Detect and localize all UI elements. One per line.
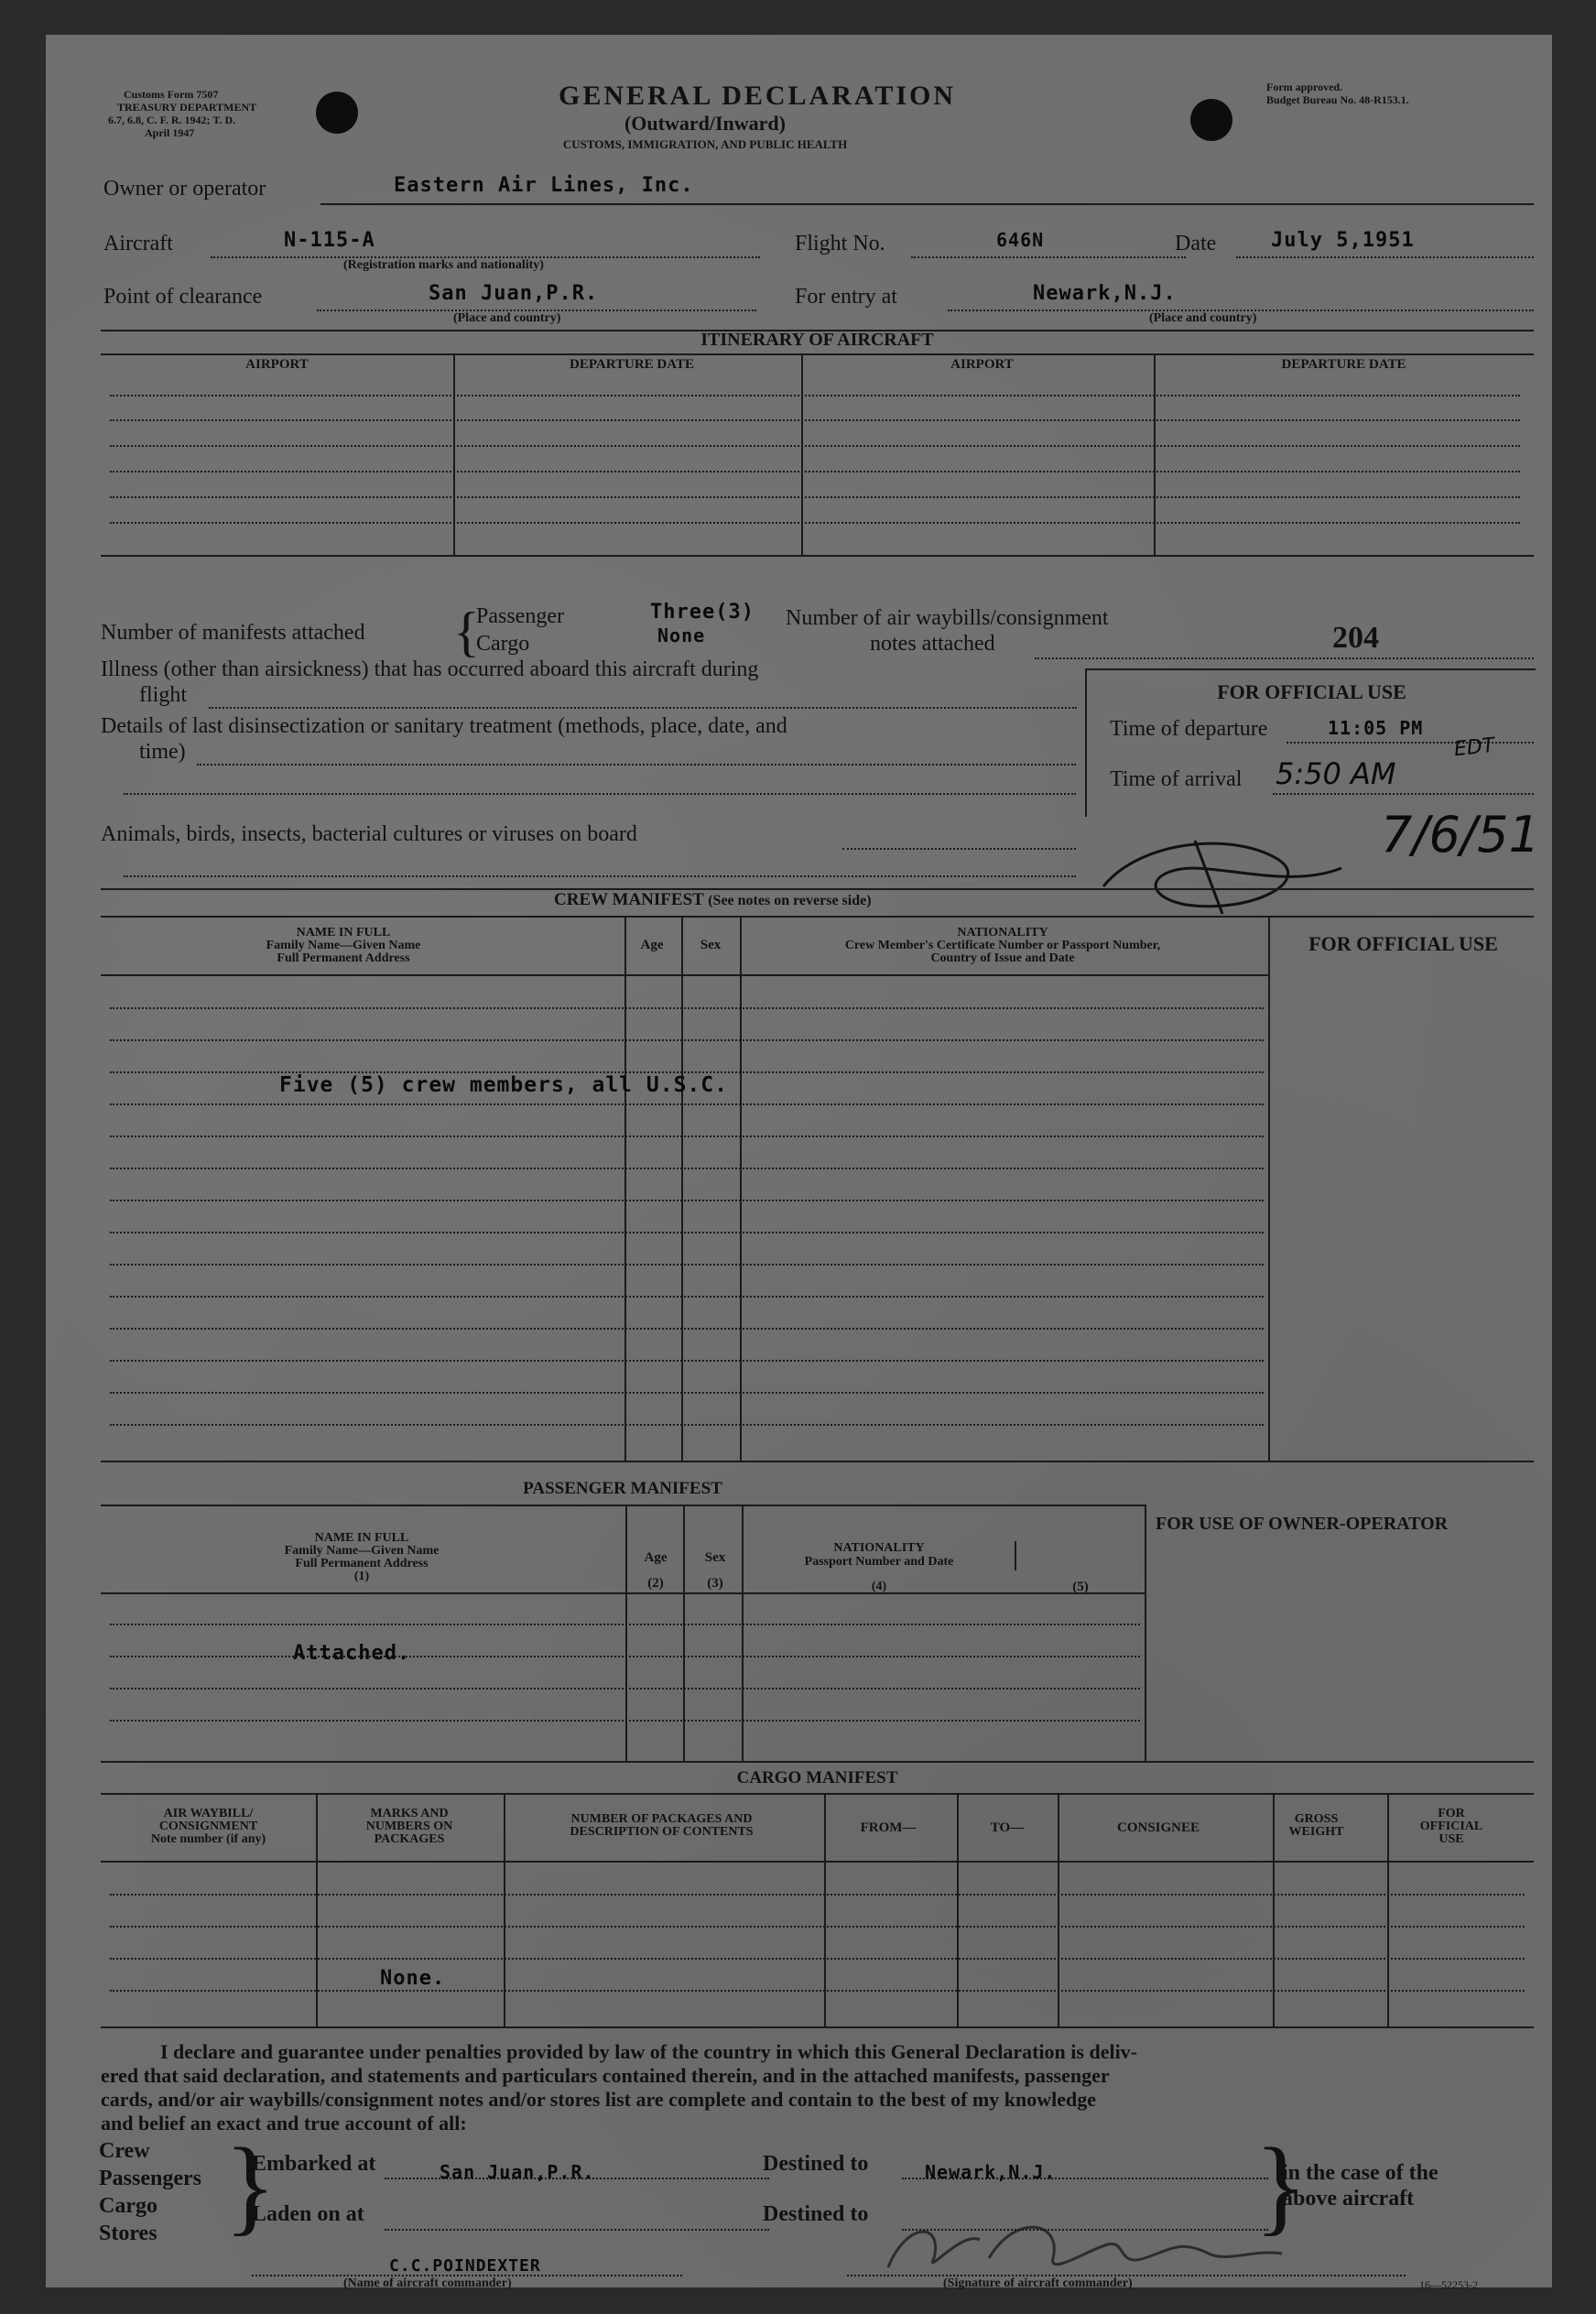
cargo-col-consignee: CONSIGNEE	[1116, 1820, 1200, 1835]
itinerary-table	[101, 353, 1534, 555]
passenger-manifest-label: Passenger	[476, 604, 564, 628]
clearance-note: (Place and country)	[453, 311, 561, 325]
itinerary-col-departure-2: DEPARTURE DATE	[1281, 357, 1406, 372]
crew-col-name-2: Family Name—Given Name	[266, 939, 421, 952]
destined-value: Newark,N.J.	[925, 2161, 1057, 2183]
declaration-line-1: I declare and guarantee under penalties provided by law of the country in which this General Declaration is deliv-	[160, 2040, 1138, 2063]
cargo-col-marks-1: MARKS AND	[370, 1807, 449, 1820]
declaration-list	[99, 2137, 201, 2247]
passenger-col-nat-1: NATIONALITY	[833, 1541, 925, 1555]
flight-line	[911, 256, 1186, 258]
cargo-col-weight	[1259, 1813, 1373, 1839]
cargo-row-1	[110, 1894, 1525, 1896]
cargo-manifest-value: None	[657, 625, 706, 646]
passenger-divider-3	[742, 1505, 744, 1761]
crew-divider-1	[624, 916, 626, 1461]
embarked-value: San Juan,P.R.	[440, 2161, 595, 2183]
passenger-divider-2	[683, 1505, 685, 1761]
declaration-list-cargo: Cargo	[99, 2194, 157, 2218]
crew-divider-2	[681, 916, 683, 1461]
declaration-left-brace: }	[224, 2125, 277, 2245]
passenger-col-owner: FOR USE OF OWNER-OPERATOR	[1156, 1514, 1449, 1534]
signature-label: (Signature of aircraft commander)	[943, 2276, 1133, 2290]
disinsect-label-2: time)	[139, 740, 186, 764]
departure-time-value: 11:05 PM	[1328, 717, 1424, 739]
crew-row-11	[110, 1328, 1264, 1330]
crew-title-text: CREW MANIFEST	[554, 890, 704, 909]
laden-label: Laden on at	[252, 2202, 364, 2226]
cargo-col-to: TO—	[990, 1820, 1025, 1835]
waybills-value: 204	[1332, 621, 1379, 655]
cargo-row-4	[110, 1990, 1525, 1992]
itinerary-title: ITINERARY OF AIRCRAFT	[700, 330, 934, 350]
budget-bureau: Budget Bureau No. 48-R153.1.	[1266, 93, 1409, 106]
owner-value: Eastern Air Lines, Inc.	[394, 174, 694, 197]
disinsect-label-1: Details of last disinsectization or sanitary treatment (methods, place, date, and	[101, 714, 787, 738]
itinerary-divider-1	[453, 353, 455, 555]
itinerary-col-airport-2: AIRPORT	[950, 357, 1014, 372]
crew-row-10	[110, 1296, 1264, 1298]
waybills-label-1: Number of air waybills/consignment	[786, 606, 1109, 630]
declaration-text	[101, 2040, 1538, 2135]
passenger-divider-5	[1145, 1505, 1146, 1761]
stamp-date: 7/6/51	[1381, 806, 1540, 864]
arrival-time-label: Time of arrival	[1110, 767, 1243, 791]
declaration-line-3: cards, and/or air waybills/consignment notes and/or stores list are complete and contain to the best of my knowledge	[101, 2088, 1096, 2111]
passenger-row-2	[110, 1656, 1140, 1657]
passenger-divider-4	[1015, 1541, 1016, 1570]
cargo-manifest-table	[101, 1793, 1534, 2026]
cargo-col-official-1: FOR	[1438, 1807, 1465, 1820]
itinerary-row-5	[110, 496, 1520, 498]
animals-label: Animals, birds, insects, bacterial cultures or viruses on board	[101, 822, 637, 846]
form-department: TREASURY DEPARTMENT	[117, 101, 257, 114]
form-subtitle-2: CUSTOMS, IMMIGRATION, AND PUBLIC HEALTH	[562, 137, 848, 151]
declaration-list-passengers: Passengers	[99, 2167, 201, 2190]
waybills-line	[1035, 657, 1534, 659]
crew-col-nat-3: Country of Issue and Date	[930, 951, 1075, 965]
flight-label: Flight No.	[795, 232, 885, 255]
cargo-col-weight-2: WEIGHT	[1288, 1825, 1344, 1839]
crew-row-6	[110, 1168, 1264, 1169]
cargo-col-marks-3: PACKAGES	[374, 1832, 445, 1846]
cargo-col-official	[1378, 1808, 1525, 1846]
passenger-entry: Attached.	[293, 1642, 411, 1665]
official-initials-scribble	[1085, 804, 1360, 932]
entry-label: For entry at	[795, 285, 897, 309]
cargo-col-packages	[504, 1813, 820, 1839]
manifests-label: Number of manifests attached	[101, 621, 365, 645]
crew-bottom-rule	[101, 1461, 1534, 1462]
aircraft-note: (Registration marks and nationality)	[343, 258, 544, 272]
crew-col-nationality	[742, 927, 1264, 965]
cargo-col-waybill-1: AIR WAYBILL/	[163, 1807, 254, 1820]
itinerary-bottom-rule	[101, 555, 1534, 557]
form-date: April 1947	[145, 126, 195, 139]
cargo-header-rule	[101, 1861, 1534, 1863]
arrival-time-line	[1273, 793, 1534, 795]
declaration-list-crew: Crew	[99, 2139, 150, 2163]
form-cfr: 6.7, 6.8, C. F. R. 1942; T. D.	[108, 114, 236, 126]
crew-col-name	[101, 927, 586, 965]
crew-row-2	[110, 1039, 1264, 1041]
passenger-header-rule	[101, 1592, 1145, 1594]
cargo-col-from: FROM—	[860, 1820, 917, 1835]
cargo-entry: None.	[380, 1967, 446, 1990]
crew-col-age: Age	[640, 938, 664, 952]
destined-2-label: Destined to	[763, 2202, 869, 2226]
passenger-col-name	[101, 1532, 623, 1583]
cargo-col-official-2: OFFICIAL	[1419, 1820, 1483, 1833]
passenger-col-age-label: Age	[644, 1550, 668, 1565]
punch-hole-right	[1190, 99, 1232, 141]
disinsect-line-2	[124, 793, 1076, 795]
crew-row-12	[110, 1360, 1264, 1362]
cargo-col-packages-1: NUMBER OF PACKAGES AND	[570, 1812, 753, 1826]
laden-line	[385, 2229, 769, 2231]
departure-time-line	[1287, 742, 1534, 744]
passenger-col-name-3: Full Permanent Address	[295, 1557, 429, 1570]
passenger-title: PASSENGER MANIFEST	[523, 1479, 722, 1498]
declaration-line-2: ered that said declaration, and statements and particulars contained therein, and in the attached manifests, passenger	[101, 2064, 1110, 2087]
cargo-row-2	[110, 1926, 1525, 1928]
aircraft-value: N-115-A	[284, 229, 375, 252]
passenger-manifest-table	[101, 1505, 1534, 1761]
case-label-2: above aircraft	[1282, 2187, 1415, 2211]
crew-title-note: (See notes on reverse side)	[708, 893, 872, 908]
passenger-col-age	[627, 1545, 684, 1596]
crew-row-9	[110, 1264, 1264, 1266]
destined-label: Destined to	[763, 2152, 869, 2176]
itinerary-row-4	[110, 471, 1520, 473]
illness-label-1: Illness (other than airsickness) that has occurred aboard this aircraft during	[101, 657, 759, 681]
itinerary-row-2	[110, 419, 1520, 421]
animals-line-2	[124, 875, 1076, 877]
declaration-line-4: and belief an exact and true account of all:	[101, 2112, 467, 2135]
passenger-col-sex-label: Sex	[704, 1550, 726, 1565]
form-approved: Form approved.	[1266, 81, 1343, 93]
crew-row-7	[110, 1200, 1264, 1201]
passenger-col-sex-no: (3)	[707, 1576, 723, 1591]
crew-col-name-3: Full Permanent Address	[277, 951, 410, 965]
passenger-col-sex	[687, 1545, 744, 1596]
crew-col-sex: Sex	[700, 938, 722, 952]
manifests-brace: {	[453, 602, 480, 662]
entry-note: (Place and country)	[1149, 311, 1257, 325]
flight-value: 646N	[996, 229, 1045, 251]
itinerary-row-3	[110, 445, 1520, 447]
crew-row-1	[110, 1007, 1264, 1009]
crew-header-rule	[101, 974, 1268, 976]
passenger-col-nat-2: Passport Number and Date	[804, 1555, 954, 1569]
cargo-col-marks	[318, 1808, 501, 1846]
passenger-col-age-no: (2)	[647, 1576, 664, 1591]
animals-line-1	[842, 848, 1076, 850]
aircraft-label: Aircraft	[103, 232, 173, 255]
crew-manifest-table	[101, 916, 1534, 1461]
arrival-time-zone: EDT	[1452, 733, 1496, 762]
form-number: Customs Form 7507	[124, 88, 219, 101]
form-subtitle: (Outward/Inward)	[624, 112, 786, 135]
commander-name-label: (Name of aircraft commander)	[343, 2276, 512, 2290]
itinerary-col-departure-1: DEPARTURE DATE	[569, 357, 694, 372]
official-use-title: FOR OFFICIAL USE	[1217, 680, 1406, 703]
cargo-manifest-label: Cargo	[476, 632, 530, 656]
cargo-col-waybill-3: Note number (if any)	[150, 1832, 266, 1846]
arrival-time-value: 5:50 AM	[1276, 756, 1396, 791]
crew-row-13	[110, 1392, 1264, 1394]
form-title: GENERAL DECLARATION	[559, 81, 957, 111]
itinerary-divider-3	[1154, 353, 1156, 555]
passenger-manifest-value: Three(3)	[650, 601, 755, 624]
case-label-1: in the case of the	[1282, 2161, 1439, 2185]
passenger-col-5: (5)	[1072, 1580, 1089, 1594]
commander-signature	[879, 2203, 1300, 2286]
crew-row-5	[110, 1135, 1264, 1137]
passenger-col-nationality	[746, 1541, 1012, 1593]
date-value: July 5,1951	[1271, 229, 1415, 252]
crew-divider-3	[740, 916, 742, 1461]
crew-row-4	[110, 1103, 1264, 1105]
cargo-col-waybill-2: CONSIGNMENT	[158, 1820, 258, 1833]
itinerary-col-airport-1: AIRPORT	[245, 357, 309, 372]
waybills-label-2: notes attached	[870, 632, 995, 656]
cargo-col-official-3: USE	[1439, 1832, 1464, 1846]
embarked-label: Embarked at	[252, 2152, 376, 2176]
declaration-form-sheet	[46, 35, 1552, 2291]
illness-label-2: flight	[139, 683, 187, 707]
clearance-value: San Juan,P.R.	[429, 282, 599, 305]
departure-time-label: Time of departure	[1110, 717, 1268, 741]
passenger-col-name-1: NAME IN FULL	[314, 1531, 409, 1545]
itinerary-row-1	[110, 395, 1520, 397]
crew-title	[554, 890, 872, 910]
cargo-col-waybill	[101, 1808, 316, 1846]
passenger-bottom-rule	[101, 1761, 1534, 1763]
crew-col-official: FOR OFFICIAL USE	[1308, 932, 1498, 955]
passenger-row-3	[110, 1688, 1140, 1689]
disinsect-line-1	[197, 764, 1076, 766]
date-label: Date	[1175, 232, 1217, 255]
owner-line	[320, 203, 1534, 205]
crew-col-nat-2: Crew Member's Certificate Number or Passport Number,	[844, 939, 1161, 952]
passenger-col-nat-no: (4)	[871, 1580, 887, 1593]
passenger-divider-1	[625, 1505, 627, 1761]
crew-entry: Five (5) crew members, all U.S.C.	[279, 1073, 728, 1097]
cargo-row-3	[110, 1958, 1525, 1960]
commander-name-value: C.C.POINDEXTER	[389, 2256, 541, 2276]
crew-row-14	[110, 1424, 1264, 1426]
passenger-row-1	[110, 1624, 1140, 1625]
clearance-label: Point of clearance	[103, 285, 263, 309]
declaration-right-brace: }	[1254, 2125, 1307, 2245]
entry-value: Newark,N.J.	[1033, 282, 1177, 305]
passenger-col-name-2: Family Name—Given Name	[284, 1544, 440, 1558]
owner-label: Owner or operator	[103, 177, 266, 201]
crew-divider-4	[1268, 916, 1270, 1461]
illness-line	[209, 707, 1077, 709]
passenger-row-4	[110, 1720, 1140, 1722]
crew-col-nat-1: NATIONALITY	[957, 926, 1048, 940]
print-code: 16—52253-2	[1419, 2278, 1478, 2291]
itinerary-row-6	[110, 522, 1520, 524]
cargo-title: CARGO MANIFEST	[736, 1768, 898, 1787]
punch-hole-left	[316, 92, 358, 134]
itinerary-divider-2	[801, 353, 803, 555]
cargo-col-weight-1: GROSS	[1294, 1812, 1339, 1826]
date-line	[1236, 256, 1534, 258]
cargo-bottom-rule	[101, 2026, 1534, 2028]
passenger-col-name-no: (1)	[353, 1570, 370, 1583]
crew-col-name-1: NAME IN FULL	[296, 926, 391, 940]
declaration-list-stores: Stores	[99, 2222, 157, 2245]
cargo-col-packages-2: DESCRIPTION OF CONTENTS	[570, 1825, 754, 1839]
cargo-col-marks-2: NUMBERS ON	[365, 1820, 453, 1833]
crew-row-8	[110, 1232, 1264, 1233]
